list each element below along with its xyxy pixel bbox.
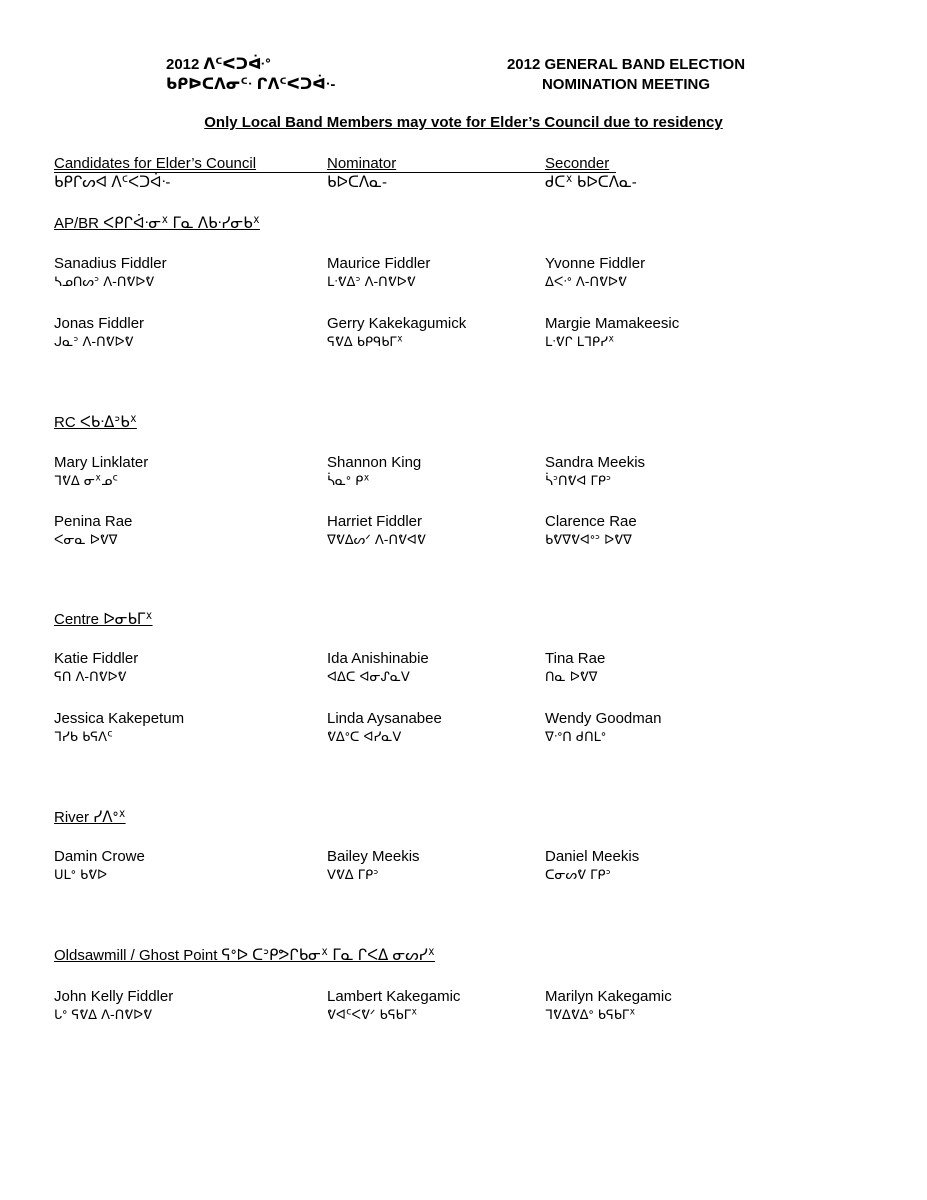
seconder-entry	[545, 649, 605, 687]
person-name-syllabics: ᐊᐃᑕ ᐊᓂᔑᓇᐯ	[327, 670, 410, 685]
person-name-syllabics: ᓵᓇᐤ ᑭᕽ	[327, 474, 370, 489]
person-name-syllabics: ᑲᕓᐁᕓᐊᐤᐣ ᐅᕓᐁ	[545, 533, 632, 548]
seconder-entry	[545, 847, 639, 885]
column-header-rule	[54, 172, 616, 173]
person-name: Gerry Kakekagumick	[327, 315, 467, 332]
nominator-entry	[327, 987, 460, 1025]
candidate-entry	[54, 709, 184, 747]
person-name-syllabics: ᒐᐤ ᕋᕓᐃ ᐱ-ᑎᕓᐅᕓ	[54, 1008, 153, 1023]
header-left-line2: ᑲᑭᐅᑕᐱᓂᑦᐧ ᒋᐱᑦᐸᑐᐋᐧ-	[166, 76, 336, 93]
column-header-seconder	[545, 154, 637, 192]
person-name: Mary Linklater	[54, 454, 149, 471]
column-header-candidates-en: Candidates for Elder’s Council	[54, 155, 257, 172]
nominator-entry	[327, 847, 420, 885]
person-name-syllabics: ᕋᕓᐃ ᑲᑭᑫᑲᒥᕽ	[327, 335, 403, 350]
seconder-entry	[545, 453, 645, 491]
seconder-entry	[545, 254, 645, 292]
person-name: Penina Rae	[54, 513, 133, 530]
candidate-entry	[54, 987, 173, 1025]
header-left-line1: 2012 ᐱᑦᐸᑐᐚᐤ	[166, 56, 271, 73]
person-name-syllabics: ᒣᓯᑲ ᑲᕋᐱᑦ	[54, 730, 113, 745]
person-name-syllabics: ᐁᕓᐃᔕᐟ ᐱ-ᑎᕓᐊᕓ	[327, 533, 426, 548]
person-name-syllabics: ᓴᓄᑎᔕᐣ ᐱ-ᑎᕓᐅᕓ	[54, 275, 155, 290]
header-right-line1: 2012 GENERAL BAND ELECTION	[506, 56, 746, 73]
column-header-nominator-en: Nominator	[327, 155, 397, 172]
seconder-entry	[545, 314, 679, 352]
person-name-syllabics: ᒪᐧᕓᒋ ᒪᒣᑭᓯᕽ	[545, 335, 615, 350]
person-name: Shannon King	[327, 454, 422, 471]
column-header-candidates-syl: ᑲᑭᒋᔕᐊ ᐱᑦᐸᑐᐋᐧ-	[54, 174, 171, 191]
seconder-entry	[545, 987, 672, 1025]
nominator-entry	[327, 254, 430, 292]
person-name: Damin Crowe	[54, 848, 145, 865]
residency-notice: Only Local Band Members may vote for Elder’s Council due to residency	[204, 114, 723, 131]
candidate-entry	[54, 512, 132, 550]
person-name-syllabics: ᕋᑎ ᐱ-ᑎᕓᐅᕓ	[54, 670, 127, 685]
person-name-syllabics: ᐃᐸᐧᐤ ᐱ-ᑎᕓᐅᕓ	[545, 275, 627, 290]
person-name: John Kelly Fiddler	[54, 988, 174, 1005]
person-name: Bailey Meekis	[327, 848, 420, 865]
person-name: Wendy Goodman	[545, 710, 662, 727]
person-name: Ida Anishinabie	[327, 650, 429, 667]
person-name-syllabics: ᓵᐣᑎᕓᐊ ᒥᑭᐣ	[545, 474, 612, 489]
person-name-syllabics: ᒍᓇᐣ ᐱ-ᑎᕓᐅᕓ	[54, 335, 134, 350]
column-header-nominator	[327, 154, 396, 192]
nominator-entry	[327, 314, 466, 352]
person-name: Daniel Meekis	[545, 848, 640, 865]
column-header-seconder-syl: ᑯᑕᕽ ᑲᐅᑕᐱᓇ-	[545, 174, 637, 191]
column-header-nominator-syl: ᑲᐅᑕᐱᓇ-	[327, 174, 387, 191]
header-left	[166, 55, 335, 95]
person-name: Marilyn Kakegamic	[545, 988, 672, 1005]
person-name: Linda Aysanabee	[327, 710, 442, 727]
section-title-river: River ᓯᐱᐤᕽ	[54, 809, 126, 826]
person-name-syllabics: ᕓᐊᑦᐸᕓᐟ ᑲᕋᑲᒥᕽ	[327, 1008, 418, 1023]
person-name-syllabics: ᐯᕓᐃ ᒥᑭᐣ	[327, 868, 379, 883]
person-name: Sanadius Fiddler	[54, 255, 167, 272]
person-name-syllabics: ᐁᐧᐤᑎ ᑯᑎᒪᐤ	[545, 730, 606, 745]
seconder-entry	[545, 512, 637, 550]
header-right-line2: NOMINATION MEETING	[541, 76, 711, 93]
section-title-apbr: AP/BR ᐸᑭᒋᐋᐧᓂᕽ ᒥᓇ ᐱᑲᐧᓯᓂᑲᕽ	[54, 215, 260, 232]
person-name-syllabics: ᑕᓂᔕᕓ ᒥᑭᐣ	[545, 868, 611, 883]
nominator-entry	[327, 512, 426, 550]
person-name: Harriet Fiddler	[327, 513, 423, 530]
person-name: Yvonne Fiddler	[545, 255, 646, 272]
person-name: Margie Mamakeesic	[545, 315, 680, 332]
person-name-syllabics: ᑌᒪᐤ ᑲᕓᐅ	[54, 868, 108, 883]
person-name: Sandra Meekis	[545, 454, 646, 471]
nominator-entry	[327, 649, 429, 687]
person-name: Katie Fiddler	[54, 650, 139, 667]
section-title-rc: RC ᐸᑲᐧᐃᐣᑲᕽ	[54, 414, 137, 431]
nominator-entry	[327, 453, 421, 491]
person-name-syllabics: ᕓᐃᐤᑕ ᐊᓯᓇᐯ	[327, 730, 402, 745]
section-title-centre: Centre ᐅᓂᑲᒥᕽ	[54, 611, 153, 628]
person-name: Jessica Kakepetum	[54, 710, 185, 727]
candidate-entry	[54, 254, 167, 292]
candidate-entry	[54, 649, 138, 687]
person-name-syllabics: ᑎᓇ ᐅᕓᐁ	[545, 670, 598, 685]
column-header-seconder-en: Seconder	[545, 155, 610, 172]
person-name: Lambert Kakegamic	[327, 988, 461, 1005]
nominator-entry	[327, 709, 442, 747]
person-name-syllabics: ᐸᓂᓇ ᐅᕓᐁ	[54, 533, 118, 548]
person-name: Maurice Fiddler	[327, 255, 431, 272]
person-name-syllabics: ᒣᕓᐃ ᓂᕽᓄᑦ	[54, 474, 118, 489]
person-name-syllabics: ᒣᕓᐃᕓᐃᐤ ᑲᕋᑲᒥᕽ	[545, 1008, 636, 1023]
candidate-entry	[54, 847, 145, 885]
header-right	[476, 55, 776, 95]
person-name: Tina Rae	[545, 650, 606, 667]
column-header-candidates	[54, 154, 256, 192]
person-name-syllabics: ᒪᐧᕓᐃᐣ ᐱ-ᑎᕓᐅᕓ	[327, 275, 416, 290]
section-title-oldsawmill: Oldsawmill / Ghost Point ᕋᐤᐅ ᑕᐣᑭᕗᒋᑲᓂᕽ ᒥᓇ ᒋᐸᐃ ᓂᔕᓯᕽ	[54, 947, 435, 964]
candidate-entry	[54, 453, 148, 491]
seconder-entry	[545, 709, 661, 747]
person-name: Jonas Fiddler	[54, 315, 145, 332]
candidate-entry	[54, 314, 144, 352]
person-name: Clarence Rae	[545, 513, 637, 530]
